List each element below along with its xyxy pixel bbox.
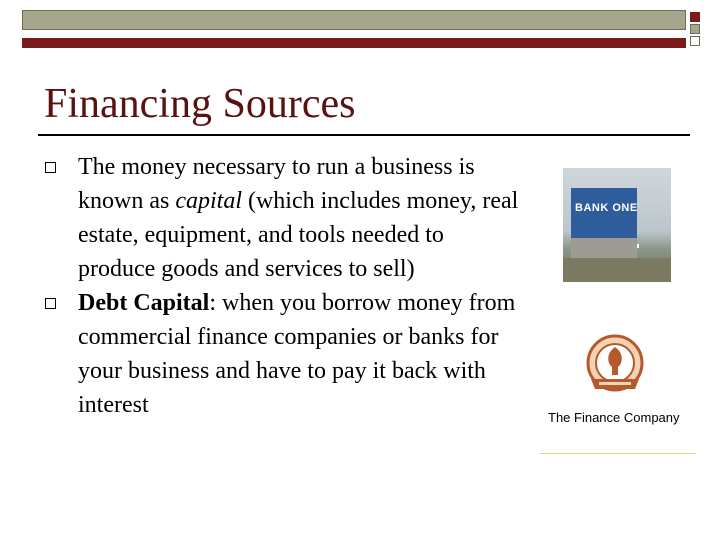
bullet-item (42, 286, 522, 422)
corner-square-olive (690, 24, 700, 34)
bullet-text-1: The money necessary to run a business is known as capital (which includes money, real estate, equipment, and tools needed to produce goods and services to sell) (78, 154, 519, 282)
header-decoration (22, 10, 686, 40)
finance-company-logo-icon (585, 333, 645, 401)
finance-company-caption: The Finance Company (548, 410, 680, 425)
capital-term: capital (175, 188, 242, 214)
bank-sign (571, 188, 637, 238)
bullet-square-icon (45, 298, 56, 309)
bank-landscape (563, 258, 671, 282)
finance-divider (540, 453, 696, 454)
bank-sign-label: BANK ONE (575, 202, 638, 214)
bullet-list (42, 150, 522, 422)
slide-title: Financing Sources (44, 81, 356, 127)
bullet-square-icon (45, 162, 56, 173)
bank-sign-base (571, 238, 637, 258)
bullet-item (42, 150, 522, 286)
bullet-text-2: Debt Capital: when you borrow money from commercial finance companies or banks for your business and have to pay it back with interest (78, 290, 516, 418)
corner-square-maroon (690, 12, 700, 22)
debt-capital-term: Debt Capital (78, 290, 210, 316)
title-underline (38, 134, 690, 136)
corner-square-white (690, 36, 700, 46)
header-band-maroon (22, 38, 686, 48)
bank-one-photo (563, 168, 671, 282)
header-band-olive (22, 10, 686, 30)
